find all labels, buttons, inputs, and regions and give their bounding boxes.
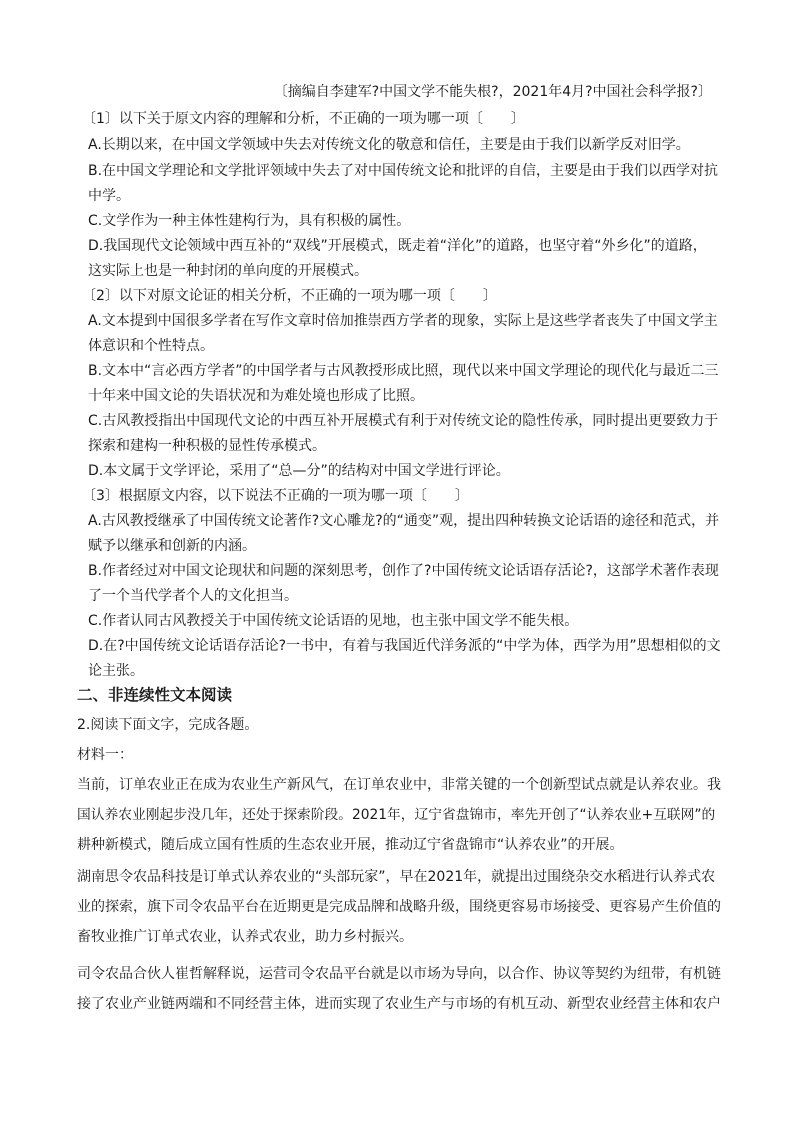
paragraph-3-line-2: 接了农业产业链两端和不同经营主体，进而实现了农业生产与市场的有机互动、新型农业经营主体和农户 (77, 996, 721, 1012)
question-2-option-a-cont: 体意识和个性特点。 (88, 338, 214, 354)
question-2-option-a: A.文本提到中国很多学者在写作文章时倍加推崇西方学者的现象，实际上是这些学者丧失了中国文学主 (88, 313, 718, 329)
question-1-option-c: C.文学作为一种主体性建构行为，具有积极的属性。 (88, 213, 411, 229)
question-1-option-b-cont: 中学。 (88, 188, 130, 204)
paragraph-3-line-1: 司令农品合伙人崔哲解释说，运营司令农品平台就是以市场为导向，以合作、协议等契约为纽带，有机链 (77, 966, 721, 982)
question-3-stem: 〔3〕根据原文内容，以下说法不正确的一项为哪一项〔 〕 (82, 488, 469, 504)
question-2-option-c: C.古风教授指出中国现代文论的中西互补开展模式有利于对传统文论的隐性传承，同时提出更要致力于 (88, 413, 719, 429)
question-1-option-a: A.长期以来，在中国文学领域中失去对传统文化的敬意和信任，主要是由于我们以新学反对旧学。 (88, 137, 690, 153)
paragraph-2-line-1: 湖南思令农品科技是订单式认养农业的“头部玩家”，早在2021年，就提出过围绕杂交水稻进行认养式农 (77, 869, 716, 885)
question-2-stem: 〔2〕以下对原文论证的相关分析，不正确的一项为哪一项〔 〕 (82, 288, 497, 304)
question-3-option-b: B.作者经过对中国文论现状和问题的深刻思考，创作了?中国传统文论话语存活论?，这部学术著作表现 (88, 563, 719, 579)
section-heading: 二、非连续性文本阅读 (77, 686, 233, 704)
paragraph-1-line-3: 耕种新模式，随后成立国有性质的生态农业开展，推动辽宁省盘锦市“认养农业”的开展。 (77, 837, 624, 853)
question-2-option-b: B.文本中“言必西方学者”的中国学者与古风教授形成比照，现代以来中国文学理论的现代化与最近二三 (88, 363, 719, 379)
question-2-option-b-cont: 十年来中国文论的失语状况和为难处境也形成了比照。 (88, 388, 424, 404)
section-instruction: 2.阅读下面文字，完成各题。 (77, 717, 259, 733)
question-3-option-b-cont: 了一个当代学者个人的文化担当。 (88, 588, 298, 604)
paragraph-1-line-2: 国认养农业刚起步没几年，还处于探索阶段。2021年，辽宁省盘锦市，率先开创了“认养农业+互联网”的 (77, 807, 716, 823)
paragraph-1-line-1: 当前，订单农业正在成为农业生产新风气，在订单农业中，非常关键的一个创新型试点就是认养农业。我 (77, 777, 721, 793)
question-3-option-a: A.古风教授继承了中国传统文论著作?文心雕龙?的“通变”观，提出四种转换文论话语的途径和范式，并 (88, 513, 720, 529)
question-1-option-b: B.在中国文学理论和文学批评领域中失去了对中国传统文论和批评的自信，主要是由于我们以西学对抗 (88, 163, 719, 179)
question-3-option-d-cont: 论主张。 (88, 663, 144, 679)
question-2-option-c-cont: 探索和建构一种积极的显性传承模式。 (88, 438, 326, 454)
question-3-option-c: C.作者认同古风教授关于中国传统文论话语的见地，也主张中国文学不能失根。 (88, 613, 579, 629)
question-2-option-d: D.本文属于文学评论，采用了“总—分”的结构对中国文学进行评论。 (88, 463, 510, 479)
paragraph-2-line-3: 畜牧业推广订单式农业，认养式农业，助力乡村振兴。 (77, 929, 413, 945)
source-citation: 〔摘编自李建军?中国文学不能失根?，2021年4月?中国社会科学报?〕 (273, 84, 712, 100)
paragraph-2-line-2: 业的探索，旗下司令农品平台在近期更是完成品牌和战略升级，围绕更容易市场接受、更容易产生价值的 (77, 899, 721, 915)
question-3-option-a-cont: 赋予以继承和创新的内涵。 (88, 538, 256, 554)
question-3-option-d: D.在?中国传统文论话语存活论?一书中，有着与我国近代洋务派的“中学为体，西学为用”思想相似的文 (88, 638, 721, 654)
material-label: 材料一： (77, 747, 133, 763)
question-1-stem: 〔1〕以下关于原文内容的理解和分析，不正确的一项为哪一项〔 〕 (82, 111, 525, 127)
question-1-option-d-cont: 这实际上也是一种封闭的单向度的开展模式。 (88, 263, 368, 279)
question-1-option-d: D.我国现代文论领域中西互补的“双线”开展模式，既走着“洋化”的道路，也坚守着“外乡化”的道路， (88, 238, 707, 254)
